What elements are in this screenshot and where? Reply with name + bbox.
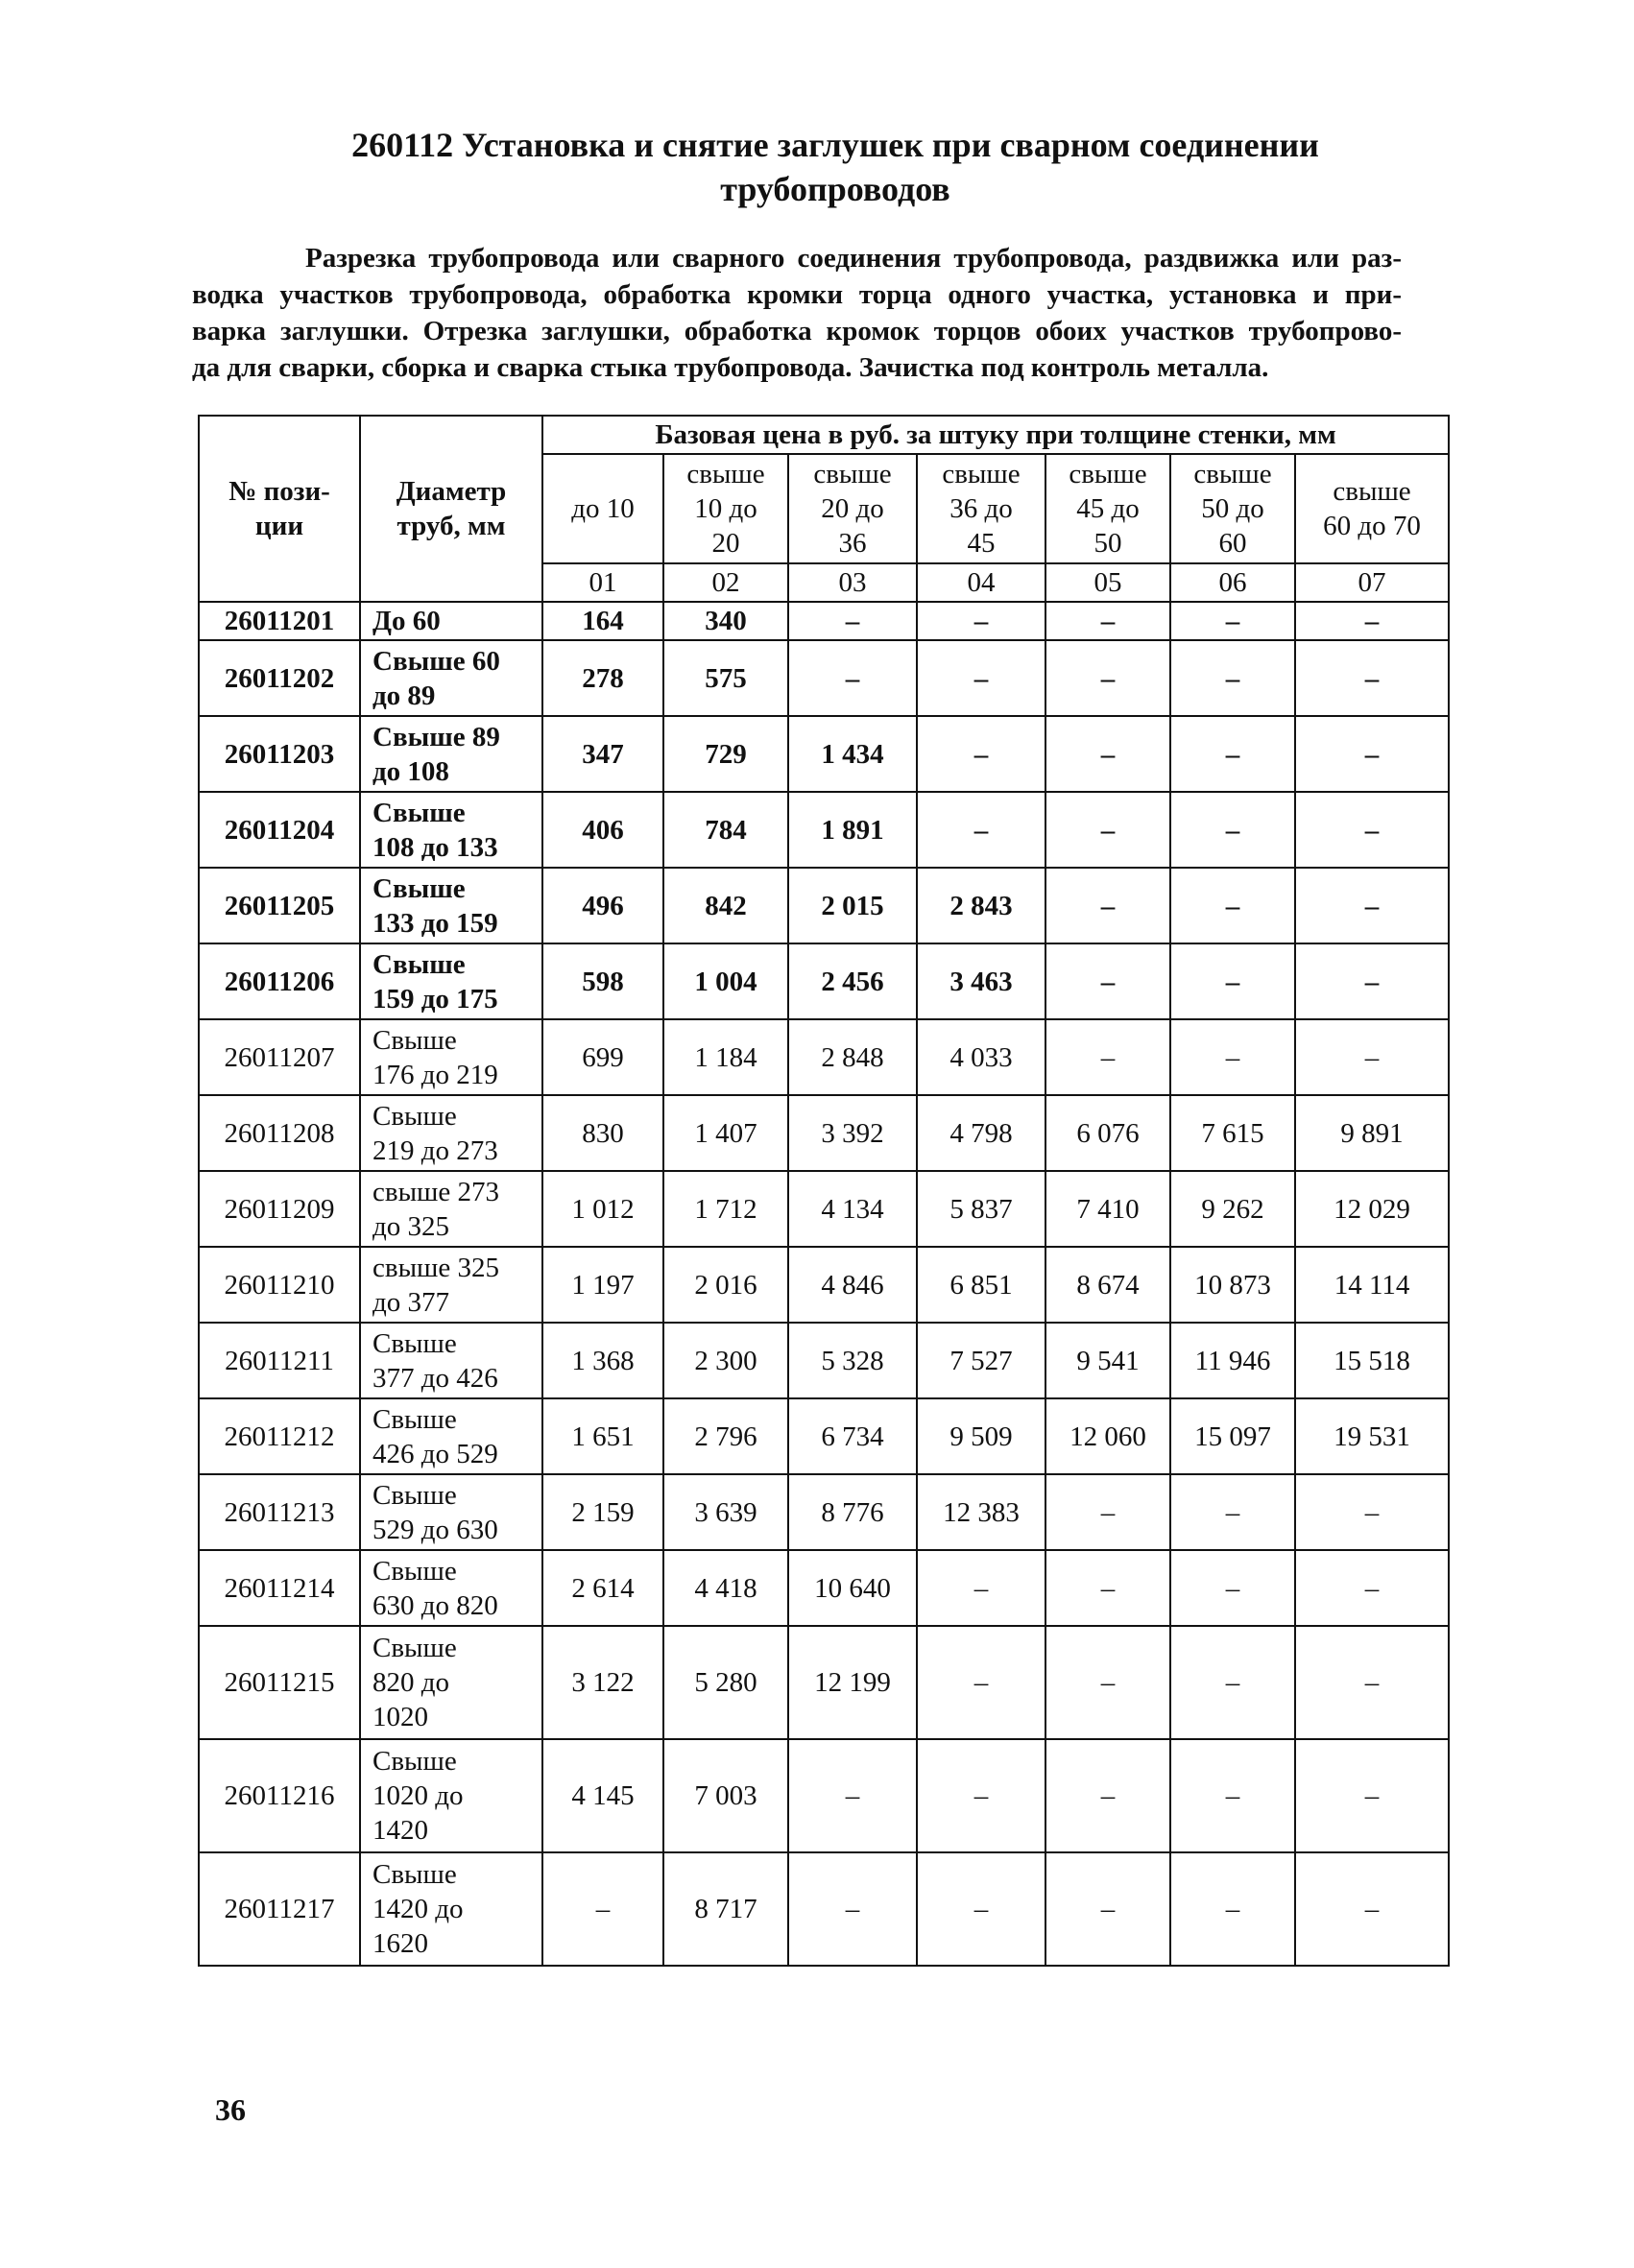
price-cell: 6 851 [917,1247,1045,1323]
price-cell: – [1170,943,1295,1019]
price-cell: – [1045,602,1170,640]
table-row [199,1247,1449,1323]
header-column-code: 01 [542,563,663,602]
price-cell: 8 674 [1045,1247,1170,1323]
description-line: варка заглушки. Отрезка заглушки, обработка кромок торцов обоих участков трубопрово- [192,316,1402,346]
price-cell: 4 798 [917,1095,1045,1171]
section-title-line-2: трубопроводов [720,170,950,208]
price-cell: – [1045,943,1170,1019]
price-cell: – [788,602,917,640]
pipe-diameter: Свыше 1420 до 1620 [360,1852,542,1966]
price-cell: 164 [542,602,663,640]
price-cell: – [542,1852,663,1966]
price-cell: 2 456 [788,943,917,1019]
pipe-diameter: Свыше 630 до 820 [360,1550,542,1626]
price-cell: – [1045,792,1170,868]
price-cell: – [1295,640,1449,716]
price-cell: 4 846 [788,1247,917,1323]
header-thickness-column: свыше 60 до 70 [1295,454,1449,563]
pipe-diameter: Свыше 377 до 426 [360,1323,542,1398]
price-cell: 2 300 [663,1323,788,1398]
price-cell: 1 368 [542,1323,663,1398]
price-cell: 1 891 [788,792,917,868]
position-code: 26011213 [199,1474,360,1550]
price-cell: 11 946 [1170,1323,1295,1398]
table-row [199,1474,1449,1550]
price-cell: – [1295,1852,1449,1966]
table-row [199,1323,1449,1398]
table-row [199,1852,1449,1966]
price-cell: 1 197 [542,1247,663,1323]
price-cell: – [1170,1739,1295,1852]
price-cell: 2 848 [788,1019,917,1095]
pipe-diameter: свыше 325 до 377 [360,1247,542,1323]
price-cell: – [1170,868,1295,943]
price-cell: – [788,640,917,716]
table-row [199,1550,1449,1626]
price-cell: 3 122 [542,1626,663,1739]
price-cell: – [917,1550,1045,1626]
price-cell: 729 [663,716,788,792]
price-cell: 9 541 [1045,1323,1170,1398]
price-cell: – [1170,602,1295,640]
position-code: 26011214 [199,1550,360,1626]
header-column-code: 07 [1295,563,1449,602]
price-cell: 1 434 [788,716,917,792]
price-cell: 3 392 [788,1095,917,1171]
pipe-diameter: Свыше 1020 до 1420 [360,1739,542,1852]
pipe-diameter: свыше 273 до 325 [360,1171,542,1247]
price-cell: 6 734 [788,1398,917,1474]
table-row [199,868,1449,943]
header-thickness-column: свыше 20 до 36 [788,454,917,563]
price-cell: 2 016 [663,1247,788,1323]
price-cell: – [1045,1852,1170,1966]
price-cell: 15 518 [1295,1323,1449,1398]
position-code: 26011201 [199,602,360,640]
table-row [199,1171,1449,1247]
header-column-code: 05 [1045,563,1170,602]
header-column-code: 03 [788,563,917,602]
price-cell: 9 891 [1295,1095,1449,1171]
price-cell: – [917,792,1045,868]
price-cell: 406 [542,792,663,868]
price-cell: 7 410 [1045,1171,1170,1247]
price-table [198,415,1450,1967]
position-code: 26011205 [199,868,360,943]
section-title-line-1: 260112 Установка и снятие заглушек при сварном соединении [351,126,1319,164]
table-row [199,943,1449,1019]
section-title [192,123,1478,211]
header-position: № пози- ции [199,416,360,602]
table-row [199,1019,1449,1095]
price-cell: 4 418 [663,1550,788,1626]
price-cell: – [917,640,1045,716]
position-code: 26011216 [199,1739,360,1852]
price-cell: 7 003 [663,1739,788,1852]
price-cell: – [1170,1550,1295,1626]
position-code: 26011217 [199,1852,360,1966]
price-cell: 1 004 [663,943,788,1019]
price-cell: – [1170,1019,1295,1095]
pipe-diameter: Свыше 426 до 529 [360,1398,542,1474]
price-cell: 4 134 [788,1171,917,1247]
position-code: 26011211 [199,1323,360,1398]
price-cell: 699 [542,1019,663,1095]
price-cell: 1 407 [663,1095,788,1171]
price-cell: 784 [663,792,788,868]
position-code: 26011209 [199,1171,360,1247]
position-code: 26011215 [199,1626,360,1739]
pipe-diameter: Свыше 219 до 273 [360,1095,542,1171]
header-column-code: 06 [1170,563,1295,602]
price-cell: – [1170,792,1295,868]
pipe-diameter: Свыше 176 до 219 [360,1019,542,1095]
price-cell: 1 712 [663,1171,788,1247]
price-cell: 12 383 [917,1474,1045,1550]
work-description [192,240,1402,386]
price-cell: 2 796 [663,1398,788,1474]
price-cell: – [1045,716,1170,792]
price-cell: 8 776 [788,1474,917,1550]
price-cell: 2 015 [788,868,917,943]
price-cell: – [1295,792,1449,868]
price-cell: 340 [663,602,788,640]
price-cell: – [917,602,1045,640]
price-cell: 1 012 [542,1171,663,1247]
table-row [199,1398,1449,1474]
table-row [199,1739,1449,1852]
pipe-diameter: Свыше 133 до 159 [360,868,542,943]
header-column-code: 02 [663,563,788,602]
price-cell: – [1295,943,1449,1019]
header-thickness-column: свыше 50 до 60 [1170,454,1295,563]
position-code: 26011203 [199,716,360,792]
price-cell: – [917,1739,1045,1852]
price-cell: 830 [542,1095,663,1171]
position-code: 26011207 [199,1019,360,1095]
price-cell: – [917,1626,1045,1739]
price-cell: – [1295,1739,1449,1852]
price-cell: 347 [542,716,663,792]
price-cell: 12 060 [1045,1398,1170,1474]
price-cell: – [1170,716,1295,792]
price-cell: – [1045,1739,1170,1852]
price-cell: 4 033 [917,1019,1045,1095]
pipe-diameter: Свыше 529 до 630 [360,1474,542,1550]
price-cell: 2 614 [542,1550,663,1626]
pipe-diameter: Свыше 89 до 108 [360,716,542,792]
description-line: водка участков трубопровода, обработка кромки торца одного участка, установка и при- [192,279,1402,310]
pipe-diameter: Свыше 60 до 89 [360,640,542,716]
table-row [199,1095,1449,1171]
pipe-diameter: До 60 [360,602,542,640]
header-price-group: Базовая цена в руб. за штуку при толщине стенки, мм [542,416,1449,454]
pipe-diameter: Свыше 159 до 175 [360,943,542,1019]
price-cell: – [1170,1474,1295,1550]
price-cell: – [1045,1019,1170,1095]
header-thickness-column: свыше 10 до 20 [663,454,788,563]
price-cell: – [1170,1852,1295,1966]
price-cell: 9 509 [917,1398,1045,1474]
header-thickness-column: свыше 36 до 45 [917,454,1045,563]
table-row [199,792,1449,868]
price-cell: 1 651 [542,1398,663,1474]
price-cell: 12 199 [788,1626,917,1739]
price-cell: – [788,1852,917,1966]
position-code: 26011206 [199,943,360,1019]
price-cell: 1 184 [663,1019,788,1095]
price-cell: 10 873 [1170,1247,1295,1323]
price-cell: 14 114 [1295,1247,1449,1323]
table-row [199,640,1449,716]
price-cell: 10 640 [788,1550,917,1626]
position-code: 26011210 [199,1247,360,1323]
price-cell: – [1295,602,1449,640]
price-cell: 5 837 [917,1171,1045,1247]
price-cell: – [917,716,1045,792]
description-line: да для сварки, сборка и сварка стыка трубопровода. Зачистка под контроль металла. [192,352,1269,383]
price-cell: – [1045,640,1170,716]
price-cell: – [1045,868,1170,943]
price-cell: 9 262 [1170,1171,1295,1247]
description-line: Разрезка трубопровода или сварного соединения трубопровода, раздвижка или раз- [305,243,1402,274]
page-number: 36 [215,2092,246,2127]
price-cell: 19 531 [1295,1398,1449,1474]
price-cell: – [1295,868,1449,943]
price-cell: – [1295,716,1449,792]
position-code: 26011212 [199,1398,360,1474]
price-cell: – [1295,1550,1449,1626]
price-cell: 5 328 [788,1323,917,1398]
price-cell: – [1170,1626,1295,1739]
price-cell: – [1295,1019,1449,1095]
table-row [199,1626,1449,1739]
pipe-diameter: Свыше 108 до 133 [360,792,542,868]
price-cell: 842 [663,868,788,943]
table-row [199,716,1449,792]
position-code: 26011202 [199,640,360,716]
price-cell: 12 029 [1295,1171,1449,1247]
price-cell: 15 097 [1170,1398,1295,1474]
price-cell: – [788,1739,917,1852]
price-cell: – [1045,1626,1170,1739]
header-thickness-column: свыше 45 до 50 [1045,454,1170,563]
price-cell: – [1045,1550,1170,1626]
price-cell: – [1170,640,1295,716]
table-row [199,602,1449,640]
header-column-code: 04 [917,563,1045,602]
price-cell: – [1045,1474,1170,1550]
header-diameter: Диаметр труб, мм [360,416,542,602]
price-cell: 8 717 [663,1852,788,1966]
price-cell: 5 280 [663,1626,788,1739]
price-cell: 575 [663,640,788,716]
price-cell: 7 527 [917,1323,1045,1398]
price-cell: – [1295,1626,1449,1739]
position-code: 26011208 [199,1095,360,1171]
position-code: 26011204 [199,792,360,868]
price-cell: 2 843 [917,868,1045,943]
pipe-diameter: Свыше 820 до 1020 [360,1626,542,1739]
header-thickness-column: до 10 [542,454,663,563]
price-cell: 496 [542,868,663,943]
price-cell: 4 145 [542,1739,663,1852]
price-cell: 2 159 [542,1474,663,1550]
price-cell: 3 639 [663,1474,788,1550]
price-cell: 278 [542,640,663,716]
price-cell: 598 [542,943,663,1019]
price-cell: 3 463 [917,943,1045,1019]
price-cell: 7 615 [1170,1095,1295,1171]
price-cell: – [917,1852,1045,1966]
price-cell: – [1295,1474,1449,1550]
price-cell: 6 076 [1045,1095,1170,1171]
